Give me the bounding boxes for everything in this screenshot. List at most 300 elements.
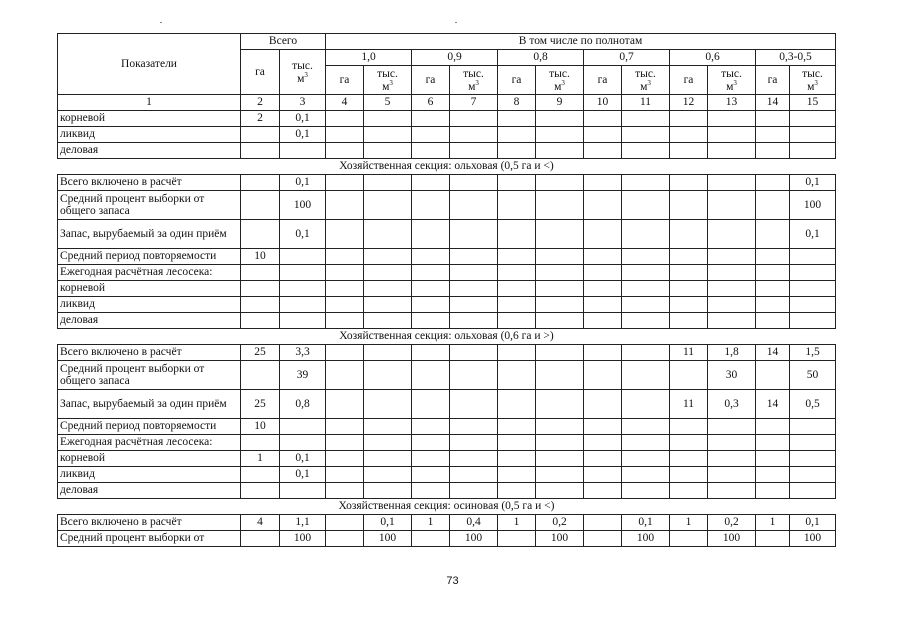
table-cell: 0,8 (280, 390, 326, 419)
table-cell (670, 483, 708, 499)
unit-volume (708, 66, 756, 95)
density-header: 0,8 (498, 50, 584, 66)
table-cell (450, 249, 498, 265)
row-label: Запас, вырубаемый за один приём (58, 390, 241, 419)
unit-tys: тыс. (721, 67, 742, 80)
table-cell (450, 220, 498, 249)
unit-m3: м (554, 80, 562, 93)
table-cell (622, 265, 670, 281)
table-cell (622, 297, 670, 313)
table-cell (326, 515, 364, 531)
table-cell (790, 127, 836, 143)
table-cell (326, 281, 364, 297)
table-cell (241, 265, 280, 281)
table-cell (756, 297, 790, 313)
table-cell (241, 175, 280, 191)
table-cell (412, 143, 450, 159)
section-title: Хозяйственная секция: ольховая (0,6 га и >) (58, 329, 836, 345)
table-cell (280, 265, 326, 281)
table-cell (670, 361, 708, 390)
table-row (58, 345, 836, 361)
table-cell (364, 345, 412, 361)
table-cell (790, 419, 836, 435)
table-cell (708, 191, 756, 220)
table-cell (364, 390, 412, 419)
table-cell (670, 281, 708, 297)
header-by-density: В том числе по полнотам (326, 34, 836, 50)
row-label: ликвид (58, 467, 241, 483)
table-body (58, 111, 836, 547)
row-label: Всего включено в расчёт (58, 175, 241, 191)
table-cell (241, 127, 280, 143)
table-cell (756, 127, 790, 143)
unit-cube: 3 (814, 78, 818, 87)
table-cell (756, 265, 790, 281)
table-row (58, 143, 836, 159)
table-cell: 0,5 (790, 390, 836, 419)
table-cell (622, 220, 670, 249)
table-cell: 0,1 (622, 515, 670, 531)
header-indicators: Показатели (58, 34, 241, 95)
row-label: ликвид (58, 297, 241, 313)
table-cell (708, 249, 756, 265)
table-cell: 100 (536, 531, 584, 547)
table-cell (790, 265, 836, 281)
table-cell (450, 451, 498, 467)
table-row (58, 515, 836, 531)
table-cell (584, 451, 622, 467)
table-cell (622, 111, 670, 127)
table-cell (670, 191, 708, 220)
table-cell (708, 467, 756, 483)
row-label: Средний период повторяемости (58, 419, 241, 435)
table-cell (670, 111, 708, 127)
table-cell (622, 419, 670, 435)
unit-tys: тыс. (292, 59, 313, 72)
table-cell (536, 249, 584, 265)
table-cell (412, 111, 450, 127)
table-cell (280, 143, 326, 159)
table-cell (412, 345, 450, 361)
table-cell: 50 (790, 361, 836, 390)
table-cell (412, 297, 450, 313)
table-cell: 1 (756, 515, 790, 531)
table-cell (708, 297, 756, 313)
table-cell (622, 361, 670, 390)
table-cell (756, 451, 790, 467)
table-row (58, 313, 836, 329)
table-cell (584, 297, 622, 313)
table-row (58, 435, 836, 451)
unit-volume (790, 66, 836, 95)
table-cell (670, 143, 708, 159)
table-cell (498, 361, 536, 390)
table-cell (756, 281, 790, 297)
table-row (58, 297, 836, 313)
row-label: Ежегодная расчётная лесосека: (58, 265, 241, 281)
table-cell (790, 297, 836, 313)
density-header: 1,0 (326, 50, 412, 66)
table-cell (498, 111, 536, 127)
table-cell: 1,5 (790, 345, 836, 361)
table-cell (498, 531, 536, 547)
table-row (58, 361, 836, 390)
table-cell (536, 265, 584, 281)
section-title: Хозяйственная секция: осиновая (0,5 га и <) (58, 499, 836, 515)
table-cell (584, 111, 622, 127)
table-cell (536, 281, 584, 297)
table-cell (412, 531, 450, 547)
table-cell: 0,4 (450, 515, 498, 531)
table-cell (536, 220, 584, 249)
section-header-row (58, 499, 836, 515)
table-cell (326, 265, 364, 281)
table-cell (498, 483, 536, 499)
table-cell (790, 435, 836, 451)
table-cell (241, 435, 280, 451)
table-cell (622, 483, 670, 499)
table-cell (790, 467, 836, 483)
density-header: 0,3-0,5 (756, 50, 836, 66)
row-label: корневой (58, 451, 241, 467)
table-row (58, 249, 836, 265)
table-cell: 0,1 (280, 175, 326, 191)
column-number: 12 (670, 95, 708, 111)
table-cell (364, 419, 412, 435)
table-cell (326, 467, 364, 483)
column-number: 15 (790, 95, 836, 111)
unit-volume (536, 66, 584, 95)
table-row (58, 220, 836, 249)
table-cell (280, 435, 326, 451)
table-cell (756, 220, 790, 249)
table-cell (450, 435, 498, 451)
table-cell (364, 143, 412, 159)
header-unit-volume (280, 50, 326, 95)
column-number: 4 (326, 95, 364, 111)
table-cell (326, 483, 364, 499)
section-title: Хозяйственная секция: ольховая (0,5 га и <) (58, 159, 836, 175)
table-cell: 4 (241, 515, 280, 531)
unit-ga: га (756, 66, 790, 95)
column-number: 14 (756, 95, 790, 111)
row-label: Всего включено в расчёт (58, 515, 241, 531)
row-label: Запас, вырубаемый за один приём (58, 220, 241, 249)
table-cell (708, 175, 756, 191)
table-row (58, 191, 836, 220)
table-cell (498, 281, 536, 297)
column-number: 13 (708, 95, 756, 111)
scan-speck (160, 22, 162, 23)
table-cell: 0,1 (280, 127, 326, 143)
table-cell: 0,2 (536, 515, 584, 531)
unit-cube: 3 (733, 78, 737, 87)
table-cell (584, 515, 622, 531)
table-cell: 25 (241, 390, 280, 419)
density-header: 0,9 (412, 50, 498, 66)
table-cell (241, 467, 280, 483)
unit-m3: м (807, 80, 815, 93)
table-cell (412, 249, 450, 265)
table-cell (622, 127, 670, 143)
column-number: 8 (498, 95, 536, 111)
table-cell: 25 (241, 345, 280, 361)
row-label: корневой (58, 281, 241, 297)
table-cell (584, 175, 622, 191)
table-cell: 100 (622, 531, 670, 547)
table-cell (670, 220, 708, 249)
table-cell (584, 220, 622, 249)
unit-ga: га (326, 66, 364, 95)
table-cell (536, 191, 584, 220)
table-cell (584, 345, 622, 361)
column-number: 10 (584, 95, 622, 111)
column-number: 11 (622, 95, 670, 111)
table-cell (450, 265, 498, 281)
table-cell (708, 127, 756, 143)
table-cell (326, 419, 364, 435)
table-cell (756, 467, 790, 483)
unit-ga: га (498, 66, 536, 95)
table-cell (498, 297, 536, 313)
table-cell (756, 419, 790, 435)
table-cell (708, 313, 756, 329)
table-cell (756, 313, 790, 329)
table-cell (241, 313, 280, 329)
table-cell (450, 143, 498, 159)
table-cell (584, 191, 622, 220)
column-number: 9 (536, 95, 584, 111)
table-cell (241, 191, 280, 220)
table-cell (450, 467, 498, 483)
table-cell (756, 531, 790, 547)
column-number: 7 (450, 95, 498, 111)
table-cell (280, 483, 326, 499)
table-cell (536, 127, 584, 143)
table-cell (326, 531, 364, 547)
table-cell (450, 361, 498, 390)
table-cell (412, 313, 450, 329)
table-cell (364, 111, 412, 127)
table-cell (536, 435, 584, 451)
table-cell (364, 467, 412, 483)
table-cell (790, 281, 836, 297)
table-cell: 0,1 (790, 515, 836, 531)
table-cell (241, 220, 280, 249)
table-row (58, 419, 836, 435)
density-header: 0,7 (584, 50, 670, 66)
table-cell (584, 143, 622, 159)
table-cell: 1 (412, 515, 450, 531)
table-cell (536, 313, 584, 329)
table-cell: 1 (670, 515, 708, 531)
table-cell (622, 143, 670, 159)
table-cell (326, 390, 364, 419)
table-cell (790, 451, 836, 467)
table-cell (280, 281, 326, 297)
unit-cube: 3 (475, 78, 479, 87)
table-cell (756, 111, 790, 127)
table-cell: 11 (670, 390, 708, 419)
table-cell (326, 313, 364, 329)
table-row (58, 265, 836, 281)
table-cell (670, 249, 708, 265)
table-cell (756, 483, 790, 499)
table-cell (622, 191, 670, 220)
table-cell: 1,1 (280, 515, 326, 531)
table-cell (326, 191, 364, 220)
table-cell (584, 419, 622, 435)
table-cell (498, 451, 536, 467)
table-cell (450, 191, 498, 220)
table-row (58, 531, 836, 547)
unit-tys: тыс. (802, 67, 823, 80)
table-cell (536, 175, 584, 191)
table-cell (498, 467, 536, 483)
table-cell (536, 111, 584, 127)
table-cell (756, 249, 790, 265)
table-cell (498, 127, 536, 143)
table-cell (670, 467, 708, 483)
table-cell (498, 191, 536, 220)
table-cell (412, 467, 450, 483)
table-cell (584, 435, 622, 451)
table-cell: 1 (241, 451, 280, 467)
table-cell (536, 451, 584, 467)
table-cell (670, 531, 708, 547)
table-cell (622, 451, 670, 467)
table-cell (326, 111, 364, 127)
column-number: 2 (241, 95, 280, 111)
table-cell: 2 (241, 111, 280, 127)
table-cell (498, 175, 536, 191)
table-cell (756, 361, 790, 390)
table-cell: 0,1 (280, 220, 326, 249)
table-cell (450, 111, 498, 127)
unit-cube: 3 (304, 70, 308, 79)
table-cell (364, 297, 412, 313)
table-cell (412, 419, 450, 435)
table-cell (584, 483, 622, 499)
row-label: деловая (58, 483, 241, 499)
table-cell: 0,1 (790, 175, 836, 191)
table-cell (584, 265, 622, 281)
table-cell (584, 361, 622, 390)
unit-m3: м (640, 80, 648, 93)
table-cell (412, 435, 450, 451)
table-cell (708, 451, 756, 467)
table-cell (498, 220, 536, 249)
header-total: Всего (241, 34, 326, 50)
unit-ga: га (670, 66, 708, 95)
table-cell: 1 (498, 515, 536, 531)
table-cell (241, 531, 280, 547)
table-cell (326, 297, 364, 313)
table-cell (412, 220, 450, 249)
table-cell (412, 265, 450, 281)
table-cell (708, 220, 756, 249)
table-cell: 39 (280, 361, 326, 390)
table-cell (412, 191, 450, 220)
table-cell (498, 435, 536, 451)
table-cell: 14 (756, 390, 790, 419)
table-cell (584, 281, 622, 297)
table-cell: 100 (280, 191, 326, 220)
table-cell (450, 483, 498, 499)
table-cell (584, 313, 622, 329)
table-cell (241, 281, 280, 297)
column-number: 5 (364, 95, 412, 111)
unit-tys: тыс. (463, 67, 484, 80)
table-cell (326, 345, 364, 361)
table-cell: 10 (241, 419, 280, 435)
table-cell (536, 483, 584, 499)
table-cell (364, 435, 412, 451)
table-cell (670, 127, 708, 143)
table-cell (364, 313, 412, 329)
table-cell (708, 143, 756, 159)
unit-m3: м (726, 80, 734, 93)
table-row (58, 390, 836, 419)
table-cell: 14 (756, 345, 790, 361)
table-cell: 0,3 (708, 390, 756, 419)
table-cell (708, 111, 756, 127)
table-cell (364, 281, 412, 297)
table-cell: 1,8 (708, 345, 756, 361)
section-header-row (58, 329, 836, 345)
density-header: 0,6 (670, 50, 756, 66)
row-label: Средний период повторяемости (58, 249, 241, 265)
row-label: Средний процент выборки от общего запаса (58, 361, 241, 390)
section-header-row (58, 159, 836, 175)
table-cell (498, 345, 536, 361)
table-cell (450, 419, 498, 435)
table-cell: 100 (790, 531, 836, 547)
table-cell (450, 390, 498, 419)
table-cell (536, 361, 584, 390)
column-number-row (58, 95, 836, 111)
table-cell (326, 435, 364, 451)
table-cell (622, 313, 670, 329)
table-cell: 0,1 (364, 515, 412, 531)
column-number: 6 (412, 95, 450, 111)
table-cell (364, 483, 412, 499)
table-cell (708, 435, 756, 451)
table-cell (790, 249, 836, 265)
unit-tys: тыс. (377, 67, 398, 80)
table-cell (412, 361, 450, 390)
table-cell (584, 467, 622, 483)
table-cell (326, 127, 364, 143)
header-unit-ga: га (241, 50, 280, 95)
unit-tys: тыс. (635, 67, 656, 80)
table-cell: 3,3 (280, 345, 326, 361)
table-cell: 100 (708, 531, 756, 547)
table-cell (241, 297, 280, 313)
table-cell (622, 390, 670, 419)
table-cell (498, 390, 536, 419)
table-cell (536, 345, 584, 361)
table-cell (790, 483, 836, 499)
table-row (58, 467, 836, 483)
table-cell (790, 313, 836, 329)
table-cell (670, 297, 708, 313)
table-cell (708, 483, 756, 499)
table-cell (670, 419, 708, 435)
table-cell: 100 (364, 531, 412, 547)
table-cell (670, 435, 708, 451)
unit-cube: 3 (647, 78, 651, 87)
